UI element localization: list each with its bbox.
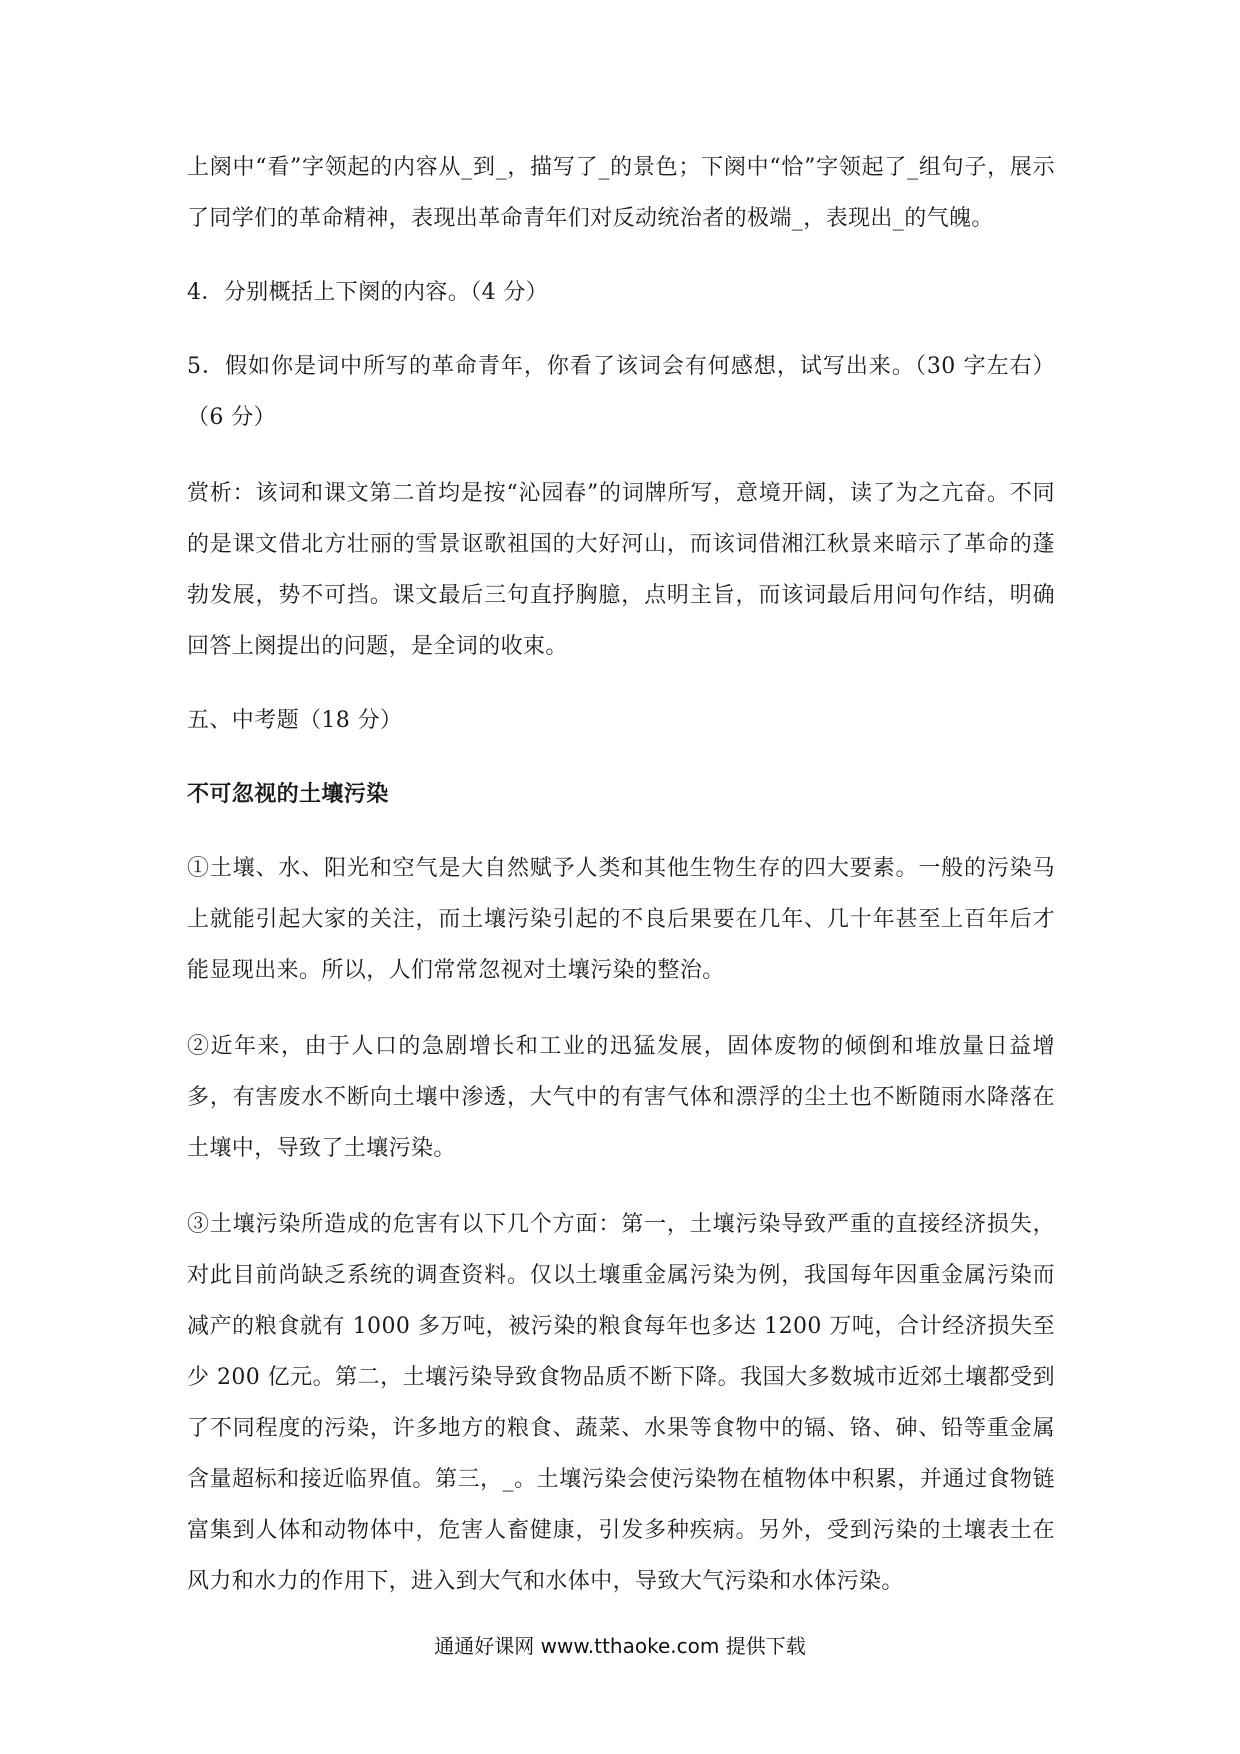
article-paragraph-1: ①土壤、水、阳光和空气是大自然赋予人类和其他生物生存的四大要素。一般的污染马上就能引起大家的关注，而土壤污染引起的不良后果要在几年、几十年甚至上百年后才能显现出来。所以，人们常常忽视对土壤污染的整治。: [187, 856, 1055, 983]
article-title: 不可忽视的土壤污染: [187, 781, 389, 807]
section-heading: 五、中考题（18 分）: [187, 708, 403, 733]
question-5: 5．假如你是词中所写的革命青年，你看了该词会有何感想，试写出来。（30 字左右）（6 分）: [187, 354, 1055, 430]
document-body: [187, 142, 1055, 1607]
article-paragraph-2: ②近年来，由于人口的急剧增长和工业的迅猛发展，固体废物的倾倒和堆放量日益增多，有害废水不断向土壤中渗透，大气中的有害气体和漂浮的尘土也不断随雨水降落在土壤中，导致了土壤污染。: [187, 1034, 1055, 1161]
page-footer: 通通好课网 www.tthaoke.com 提供下载: [434, 1634, 806, 1658]
poem-analysis-paragraph: 上阕中“看”字领起的内容从_到_，描写了_的景色；下阕中“恰”字领起了_组句子，展示了同学们的革命精神，表现出革命青年们对反动统治者的极端_，表现出_的气魄。: [187, 155, 1055, 231]
question-4: 4．分别概括上下阕的内容。（4 分）: [187, 280, 549, 305]
article-paragraph-3: ③土壤污染所造成的危害有以下几个方面：第一，土壤污染导致严重的直接经济损失，对此目前尚缺乏系统的调查资料。仅以土壤重金属污染为例，我国每年因重金属污染而减产的粮食就有 1000 多万吨，被污染的粮食每年也多达 1200 万吨，合计经济损失至少 200 亿元。第二，土壤污染导致食物品质不断下降。我国大多数城市近郊土壤都受到了不同程度的污染，许多地方的粮食、蔬菜、水果等食物中的镉、铬、砷、铅等重金属含量超标和接近临界值。第三，_。土壤污染会使污染物在植物体中积累，并通过食物链富集到人体和动物体中，危害人畜健康，引发多种疾病。另外，受到污染的土壤表土在风力和水力的作用下，进入到大气和水体中，导致大气污染和水体污染。: [187, 1212, 1055, 1594]
appreciation-paragraph: 赏析：该词和课文第二首均是按“沁园春”的词牌所写，意境开阔，读了为之亢奋。不同的是课文借北方壮丽的雪景讴歌祖国的大好河山，而该词借湘江秋景来暗示了革命的蓬勃发展，势不可挡。课文最后三句直抒胸臆，点明主旨，而该词最后用问句作结，明确回答上阕提出的问题，是全词的收束。: [187, 481, 1055, 659]
